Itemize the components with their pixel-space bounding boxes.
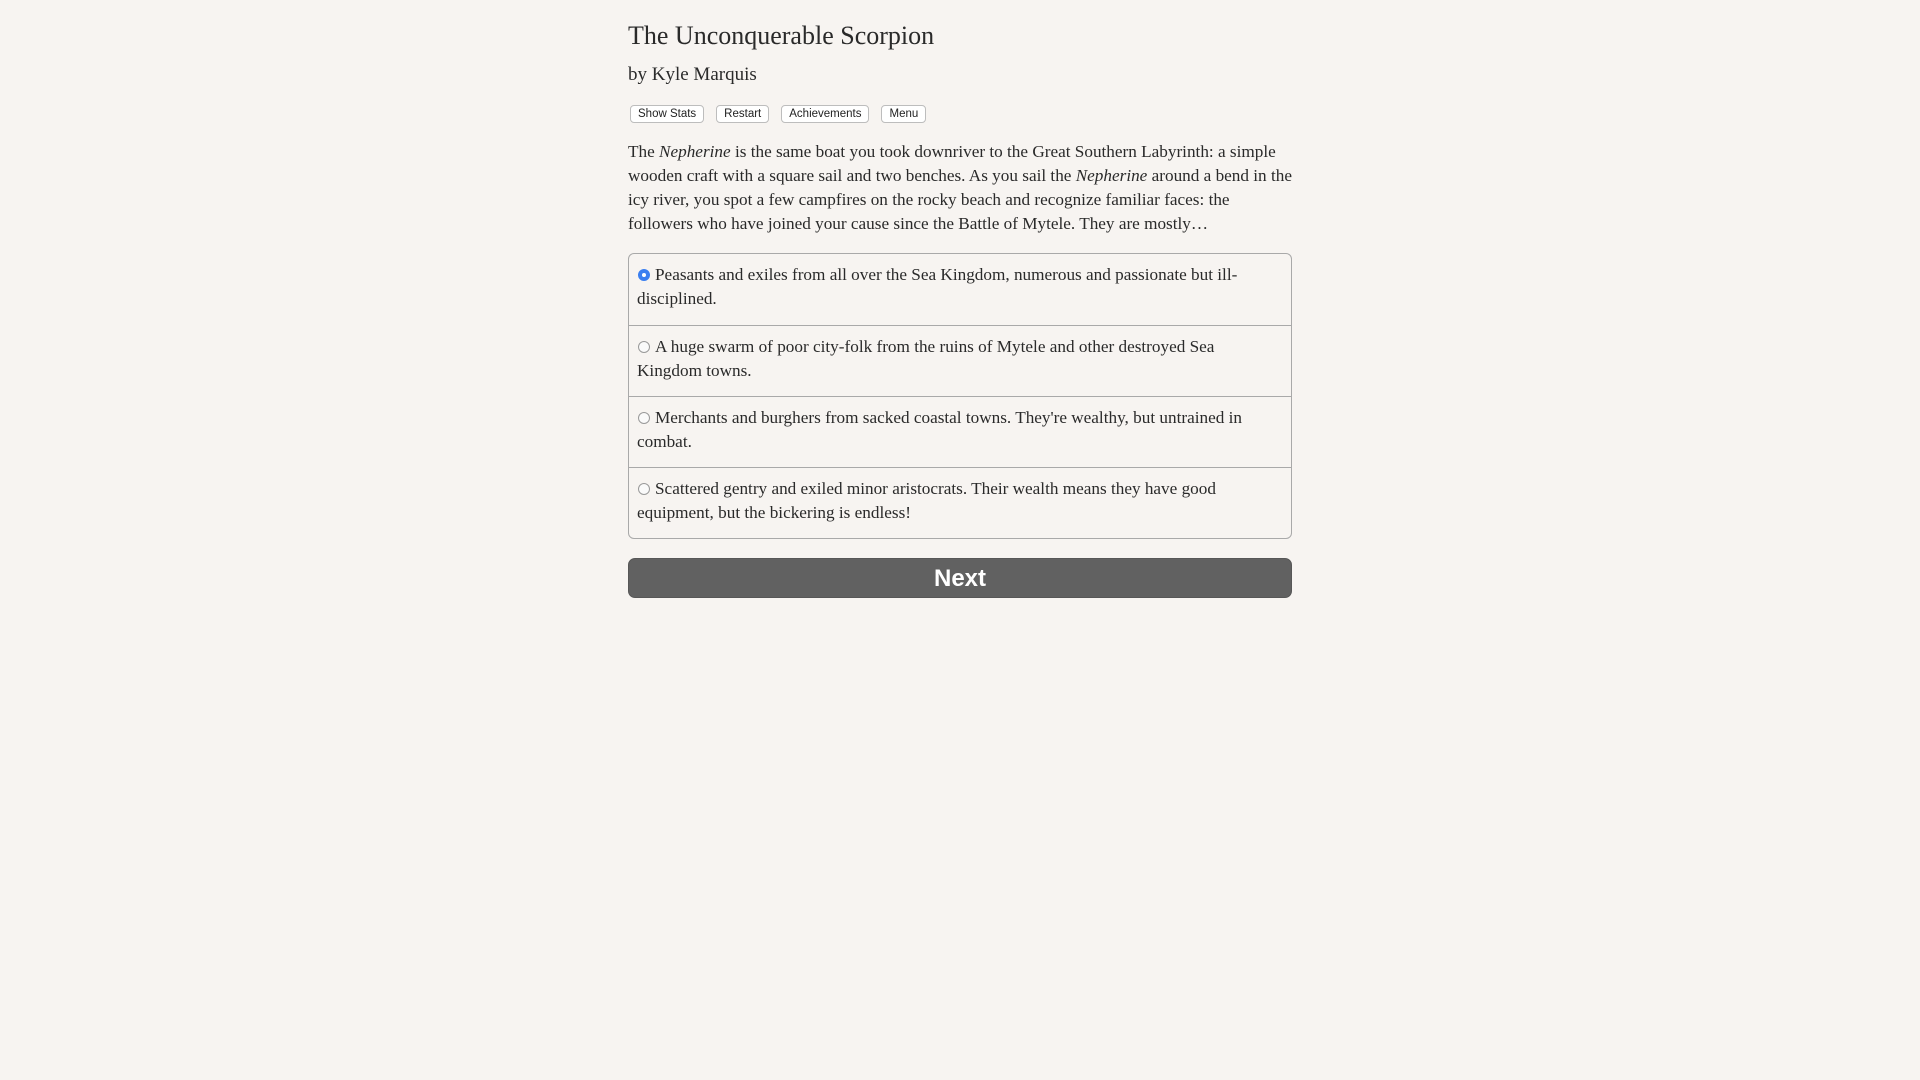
radio-selected-icon[interactable]: [638, 269, 650, 281]
restart-button[interactable]: Restart: [716, 105, 769, 123]
choice-option-1[interactable]: [629, 254, 1291, 325]
game-author: by Kyle Marquis: [628, 64, 757, 85]
choice-list: [628, 253, 1292, 539]
radio-unselected-icon[interactable]: [638, 341, 650, 353]
choice-label: Peasants and exiles from all over the Sea Kingdom, numerous and passionate but ill-disciplined.: [637, 265, 1238, 308]
show-stats-button[interactable]: Show Stats: [630, 105, 704, 123]
radio-unselected-icon[interactable]: [638, 483, 650, 495]
choice-label: A huge swarm of poor city-folk from the ruins of Mytele and other destroyed Sea Kingdom towns.: [637, 337, 1215, 380]
choice-label: Merchants and burghers from sacked coastal towns. They're wealthy, but untrained in combat.: [637, 408, 1242, 451]
boat-name: Nepherine: [659, 142, 731, 161]
game-title: The Unconquerable Scorpion: [628, 21, 935, 50]
passage-text: is the same boat you took downriver to the Great Southern Labyrinth: a simple wooden craft with a square sail and two benches. As you sail the: [628, 142, 1276, 185]
choice-option-3[interactable]: [629, 396, 1291, 467]
menu-button[interactable]: Menu: [881, 105, 926, 123]
choice-option-2[interactable]: [629, 325, 1291, 396]
boat-name: Nepherine: [1075, 166, 1148, 185]
radio-unselected-icon[interactable]: [638, 412, 650, 424]
choice-label: Scattered gentry and exiled minor aristocrats. Their wealth means they have good equipment, but the bickering is endless!: [637, 479, 1216, 522]
passage-text: around a bend in the icy river, you spot a few campfires on the rocky beach and recognize familiar faces: the followers who have joined your cause since the Battle of Mytele. They are mostly…: [628, 166, 1292, 233]
choice-option-4[interactable]: [629, 467, 1291, 538]
passage-text: The: [628, 142, 660, 161]
achievements-button[interactable]: Achievements: [781, 105, 869, 123]
story-passage: [628, 140, 1292, 236]
toolbar: [630, 105, 926, 123]
next-button[interactable]: Next: [628, 558, 1292, 598]
